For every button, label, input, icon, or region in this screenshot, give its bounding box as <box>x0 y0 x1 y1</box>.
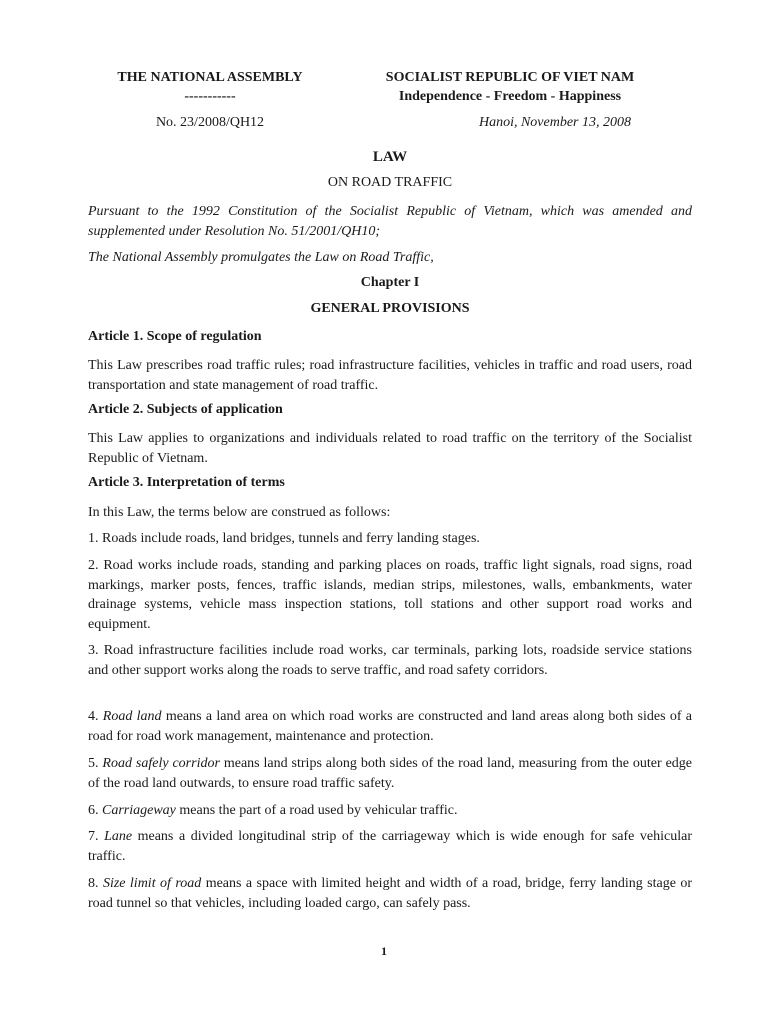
national-motto: Independence - Freedom - Happiness <box>398 89 622 104</box>
term-7-definition: means a divided longitudinal strip of the carriageway which is wide enough for safe vehicular traffic. <box>88 829 693 864</box>
preamble-promulgation: The National Assembly promulgates the Law on Road Traffic, <box>88 250 434 265</box>
article-3-intro: In this Law, the terms below are construed as follows: <box>88 505 391 520</box>
term-5 <box>88 754 692 793</box>
country-name: SOCIALIST REPUBLIC OF VIET NAM <box>385 70 635 85</box>
article-2-text: This Law applies to organizations and individuals related to road traffic on the territory of the Socialist Republic of Vietnam. <box>88 431 692 466</box>
article-1-heading: Article 1. Scope of regulation <box>88 329 262 344</box>
term-4-definition: means a land area on which road works are constructed and land areas along both sides of a road for road work management, maintenance and protection. <box>88 709 692 744</box>
article-3-heading: Article 3. Interpretation of terms <box>88 475 285 490</box>
term-8-number: 8. <box>88 876 103 891</box>
term-6 <box>88 801 692 821</box>
term-7 <box>88 827 692 866</box>
term-3: 3. Road infrastructure facilities include road works, car terminals, parking lots, roadside service stations and other support works along the roads to serve traffic, and road safety corridors. <box>88 643 692 678</box>
term-1: 1. Roads include roads, land bridges, tunnels and ferry landing stages. <box>88 531 480 546</box>
term-6-definition: means the part of a road used by vehicular traffic. <box>175 803 458 818</box>
term-5-definition: means land strips along both sides of the road land, measuring from the outer edge of the road land outwards, to ensure road traffic safety. <box>88 756 692 791</box>
preamble-constitution: Pursuant to the 1992 Constitution of the Socialist Republic of Vietnam, which was amended and supplemented under Resolution No. 51/2001/QH10; <box>88 204 692 239</box>
term-8-term: Size limit of road <box>102 876 202 891</box>
place-and-date: Hanoi, November 13, 2008 <box>478 115 632 130</box>
term-6-term: Carriageway <box>102 803 176 818</box>
chapter-number: Chapter I <box>360 275 420 290</box>
term-5-term: Road safely corridor <box>102 756 220 771</box>
term-4 <box>88 707 692 746</box>
article-2-heading: Article 2. Subjects of application <box>88 402 283 417</box>
chapter-name: GENERAL PROVISIONS <box>310 301 470 316</box>
term-5-number: 5. <box>88 756 103 771</box>
document-title: LAW <box>372 149 408 165</box>
term-6-number: 6. <box>88 803 102 818</box>
term-4-term: Road land <box>102 709 162 724</box>
document-number: No. 23/2008/QH12 <box>155 115 265 130</box>
term-7-term: Lane <box>104 829 133 844</box>
header-rule: ----------- <box>184 89 236 104</box>
term-8-definition: means a space with limited height and width of a road, bridge, ferry landing stage or road tunnel so that vehicles, including loaded cargo, can safely pass. <box>88 876 692 911</box>
issuing-body: THE NATIONAL ASSEMBLY <box>117 70 303 85</box>
term-8 <box>88 874 692 913</box>
page-number: 1 <box>381 944 387 958</box>
document-subtitle: ON ROAD TRAFFIC <box>327 175 453 190</box>
term-2: 2. Road works include roads, standing and parking places on roads, traffic light signals, road signs, road markings, marker posts, fences, traffic islands, median strips, milestones, walls, embankments, water drainage systems, vehicle mass inspection stations, toll stations and other support road works and equipment. <box>88 558 692 632</box>
term-4-number: 4. <box>88 709 103 724</box>
term-7-number: 7. <box>88 829 105 844</box>
article-1-text: This Law prescribes road traffic rules; road infrastructure facilities, vehicles in traffic and road users, road transportation and state management of road traffic. <box>88 358 692 393</box>
